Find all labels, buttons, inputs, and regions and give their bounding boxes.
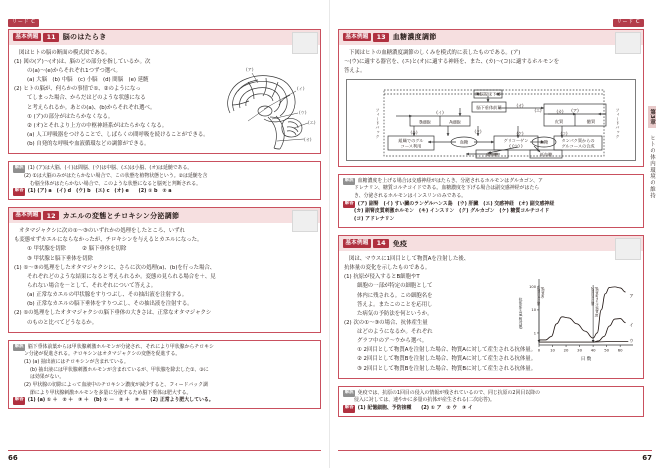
graph-y-label: 抗体産生量(相対値) bbox=[519, 297, 523, 329]
problem-line: ③ 甲状腺と脳下垂体を切除 bbox=[27, 255, 93, 262]
kaitou-text: (1) (a) ① ＋ ② ＋ ③ ＋ (b) ① － ② ＋ ③ － (2) 正常より肥大している。 bbox=[27, 397, 214, 404]
problem-line: ② (オ)とそれより上方の中枢神経系がはたらかなくなる。 bbox=[27, 122, 168, 129]
graph-annotation: (物質Aまたは物質B) bbox=[594, 286, 599, 318]
problem-line: (2) ①の処理をしたオタマジャクシの脳下垂体の大きさは、正常なオタマジャクシ bbox=[14, 310, 212, 317]
chapter-number: 第3章 bbox=[648, 106, 656, 128]
example-header-12 bbox=[9, 208, 320, 223]
kaisetsu-text: ドレナリン、糖質コルチコイドである。血糖濃度を下げる場合は副交感神経がはたら bbox=[354, 185, 540, 192]
example-box-12 bbox=[8, 207, 321, 332]
example-title: カエルの変態とチロキシン分泌調節 bbox=[62, 211, 180, 220]
brain-diagram bbox=[212, 61, 316, 153]
series-label-イ: イ bbox=[629, 323, 634, 329]
kaisetsu-text: (b) 抽出液には甲状腺刺激ホルモンが含まれているが、甲状腺を除去した①、③に bbox=[30, 366, 209, 373]
example-box-14 bbox=[338, 235, 644, 379]
problem-line: た病気の予防法を何というか。 bbox=[357, 310, 433, 317]
series-label-ウ: ウ bbox=[629, 339, 634, 345]
problem-line: の(a)～(e)からそれぞれ1つずつ選べ。 bbox=[27, 68, 121, 75]
problem-line: られない場合を－として、それぞれについて答えよ。 bbox=[27, 283, 157, 290]
x-tick-label: 10 bbox=[550, 347, 555, 353]
kaisetsu-tag: 解説 bbox=[343, 390, 355, 398]
chapter-side-tab bbox=[646, 106, 658, 203]
kaisetsu-text: (1) (a) 抽出液にはチロキシンが含まれている。 bbox=[24, 359, 129, 365]
answer-box-13 bbox=[338, 174, 644, 228]
diagram-node-label: グリコーゲン bbox=[503, 137, 529, 143]
diagram-node-label: 皮質 bbox=[554, 118, 564, 124]
y-tick-label: 1 bbox=[533, 331, 536, 336]
kaisetsu-text: (2) 甲状腺の切除によって血液中のチロキシン濃度が減少すると、フィードバック調 bbox=[24, 381, 208, 388]
antibody-graph bbox=[513, 271, 641, 363]
graph-annotation: (物質A) bbox=[540, 286, 545, 299]
kihon-reidai-badge: 基本例題 bbox=[343, 33, 371, 41]
graph-annotation: 2回目の注射 bbox=[590, 286, 595, 306]
figure-label: (ウ) bbox=[299, 109, 307, 115]
lead-tag-row-right bbox=[338, 8, 644, 29]
kaisetsu-text: き、分泌されるホルモンはインスリンのみである。 bbox=[354, 193, 467, 200]
answer-box-14 bbox=[338, 386, 644, 417]
problem-line: も変態せずカエルにならなかったが、チロキシンを与えるとカエルになった。 bbox=[14, 237, 203, 244]
example-body-13 bbox=[339, 45, 643, 166]
problem-line: (1) ①～③の処理をしたオタマジャクシに、さらに次の処理(a)、(b)を行った場合、 bbox=[14, 264, 216, 271]
problem-line: (a) 大脳 (b) 中脳 (c) 小脳 (d) 間脳 (e) 延髄 bbox=[27, 77, 149, 84]
kaisetsu-text: 侵入に対しては、速やかに多量の抗体が産生される(二次応答)。 bbox=[354, 397, 495, 404]
problem-line: (a) 正常なカエルの甲状腺をすりつぶし、その抽出液を注射する。 bbox=[27, 292, 188, 299]
kihon-reidai-badge: 基本例題 bbox=[13, 212, 41, 220]
problem-line: ① 甲状腺を切除 ② 脳下垂体を切除 bbox=[27, 246, 127, 253]
diagram-node-label: 血糖 bbox=[539, 139, 549, 145]
chapter-name: ヒトの体内環境の維持 bbox=[649, 135, 655, 200]
example-header-14 bbox=[339, 236, 643, 251]
example-box-11 bbox=[8, 29, 321, 154]
kaitou-text: (1) (ア) a (イ) d (ウ) b (エ) c (オ) e (2) ① b ② a bbox=[27, 188, 172, 195]
example-title: 脳のはたらき bbox=[62, 33, 107, 42]
x-tick-label: 60 bbox=[617, 347, 623, 353]
example-header-13 bbox=[339, 30, 643, 45]
problem-line: (1) 図の(ア)～(オ)は、脳のどの部分を指しているか。次 bbox=[14, 58, 151, 65]
figure-label: (イ) bbox=[297, 85, 305, 91]
problem-line: 答えよ。またこのことを応用し bbox=[357, 301, 433, 308]
diagram-edge-label: (オ) bbox=[516, 102, 524, 108]
example-title: 血糖濃度調節 bbox=[392, 33, 437, 42]
problem-line: はどのようになるか。それぞれ bbox=[357, 329, 433, 336]
figure-label: (ア) bbox=[246, 66, 254, 72]
kaitou-row bbox=[343, 405, 639, 413]
example-body-14 bbox=[339, 251, 643, 378]
kaisetsu-text: (1) (ア)は大脳、(イ)は間脳、(ウ)は中脳、(エ)は小脳、(オ)は延髄である。 bbox=[27, 165, 193, 172]
kaisetsu-text: は効果がない。 bbox=[30, 374, 65, 381]
y-tick-label: 10 bbox=[531, 308, 536, 313]
kaisetsu-text: む脳全体がはたらかない場合で、このような状態になると脳死と判断される。 bbox=[30, 180, 202, 187]
diagram-node-label: 間脳視床下部 bbox=[475, 91, 501, 97]
diagram-edge-label: (キ) bbox=[410, 129, 418, 135]
problem-line: (b) 自発的な呼吸や血液循環などの調節ができる。 bbox=[27, 141, 150, 148]
example-body-12 bbox=[9, 223, 320, 332]
diagram-node-label: タンパク質からの bbox=[561, 137, 595, 143]
kihon-reidai-badge: 基本例題 bbox=[13, 33, 41, 41]
answer-box-12 bbox=[8, 340, 321, 410]
kaisetsu-text: 血糖濃度を上げる場合は交感神経がはたらき、分泌されるホルモンはグルカゴン、ア bbox=[357, 177, 543, 184]
example-number: 12 bbox=[43, 211, 58, 220]
kaitou-tag: 解答 bbox=[343, 201, 355, 209]
problem-line: ① 2回目として物質Aを注射した場合、物質Aに対して産生される抗体量。 bbox=[357, 347, 537, 354]
diagram-node-label: (イ) bbox=[436, 109, 444, 115]
x-tick-label: 20 bbox=[563, 347, 569, 353]
diagram-node-label: 低血糖 bbox=[539, 152, 553, 158]
problem-line: (b) 正常なカエルの脳下垂体をすりつぶし、その抽出液を注射する。 bbox=[27, 301, 193, 308]
kaisetsu-tag: 解説 bbox=[13, 165, 25, 173]
x-tick-label: 40 bbox=[590, 347, 596, 353]
problem-line: 体内に残される。この細胞名を bbox=[357, 292, 433, 299]
diagram-node-label: 組織でのグル bbox=[398, 137, 424, 143]
example-number: 11 bbox=[43, 33, 58, 42]
example-header-11 bbox=[9, 30, 320, 45]
figure-label: (エ) bbox=[308, 119, 316, 125]
problem-line: (a) 人工呼吸器をつけることで、しばらくの間呼吸を続けることができる。 bbox=[27, 132, 209, 139]
x-tick-label: 30 bbox=[577, 347, 583, 353]
diagram-edge-label: (カ) bbox=[556, 108, 564, 114]
problem-line: グラフ中のア～ウから選べ。 bbox=[357, 338, 428, 345]
kaisetsu-text: 脳下垂体前葉からは甲状腺刺激ホルモンが分泌され、それにより甲状腺からチロキシ bbox=[27, 343, 214, 350]
kaisetsu-row bbox=[13, 165, 316, 173]
lead-tag-row-left bbox=[8, 8, 321, 29]
feedback-label-right: フィードバック bbox=[615, 107, 621, 139]
page-right bbox=[330, 0, 660, 468]
kaisetsu-text: (2) ①は大脳のみがはたらかない場合で、この状態を植物状態という。②は延髄を含 bbox=[24, 172, 208, 179]
diagram-node-label: A細胞 bbox=[449, 119, 461, 125]
problem-line: 細胞の一部が特定の細胞として bbox=[357, 283, 433, 290]
kaisetsu-tag: 解説 bbox=[343, 178, 355, 186]
problem-line: 答えよ。 bbox=[344, 68, 366, 75]
graph-curve-ア bbox=[539, 287, 626, 340]
problem-line: てしまった場合、からだはどのような状態になる bbox=[27, 95, 146, 102]
example-number: 14 bbox=[373, 239, 388, 248]
problem-line: ② 2回目として物質Bを注射した場合、物質Aに対して産生される抗体量。 bbox=[357, 356, 537, 363]
series-label-ア: ア bbox=[629, 294, 634, 300]
x-tick-label: 0 bbox=[537, 347, 541, 353]
problem-line: 図はヒトの脳の断面の模式図である。 bbox=[19, 49, 111, 56]
kaitou-row bbox=[13, 188, 316, 196]
diagram-node-label: 血糖 bbox=[459, 139, 469, 145]
x-tick-label: 50 bbox=[604, 347, 610, 353]
example-number: 13 bbox=[373, 33, 388, 42]
problem-line: 抗体量の変化を示したものである。 bbox=[344, 265, 431, 272]
graph-curve-イ bbox=[539, 319, 626, 343]
diagram-edge-label: (コ) bbox=[560, 130, 568, 136]
diagram-node-label: 髄質 bbox=[586, 118, 596, 124]
problem-line: それぞれどのような結果になると考えられるか。変態の見られる場合を＋、見 bbox=[27, 273, 216, 280]
kaitou-tag: 解答 bbox=[13, 188, 25, 196]
diagram-edge-label: (エ) bbox=[534, 107, 542, 113]
graph-x-label: 日 数 bbox=[580, 356, 592, 362]
diagram-node-label: 高血糖 bbox=[485, 152, 499, 158]
example-body-11 bbox=[9, 45, 320, 154]
figure-label: (オ) bbox=[304, 136, 312, 142]
diagram-edge-label: (ク) bbox=[474, 128, 482, 134]
footer-rule bbox=[338, 450, 652, 451]
page-number-left: 66 bbox=[8, 454, 18, 462]
diagram-node-label: コース利用 bbox=[400, 143, 422, 149]
kaitou-row bbox=[13, 397, 316, 405]
example-title: 免疫 bbox=[392, 239, 408, 248]
feedback-label-left: フィードバック bbox=[375, 107, 381, 139]
kihon-reidai-badge: 基本例題 bbox=[343, 239, 371, 247]
example-box-13 bbox=[338, 29, 644, 167]
problem-line: 図は、マウスに1回目として物質Aを注射した後、 bbox=[349, 255, 470, 262]
footer-rule bbox=[8, 450, 321, 451]
problem-line: 下図はヒトの血糖濃度調節のしくみを模式的に表したものである。(ア) bbox=[349, 49, 521, 56]
kaitou-text: (ア) 副腎 (イ) すい臓のランゲルハンス島 (ウ) 肝臓 (エ) 交感神経 (オ) 副交感神経 bbox=[357, 200, 555, 207]
kaitou-text: (カ) 副腎皮質刺激ホルモン (キ) インスリン (ク) グルカゴン (ケ) 糖質コルチコイド bbox=[354, 208, 550, 215]
diagram-node-label: (ア) bbox=[571, 107, 579, 113]
kaitou-text: (コ) アドレナリン bbox=[354, 216, 395, 223]
diagram-node-label: 脳下垂体前葉 bbox=[476, 104, 502, 110]
y-tick-label: 100 bbox=[529, 285, 536, 290]
kaisetsu-text: 免疫では、抗原の1回目の侵入の情報が残されているので、同じ抗原の2回目以降の bbox=[357, 389, 540, 396]
problem-line: ③ 2回目として物質Bを注射した場合、物質Bに対して産生される抗体量。 bbox=[357, 365, 537, 372]
page-number-right: 67 bbox=[642, 454, 652, 462]
diagram-node-label: B細胞 bbox=[419, 119, 431, 125]
lead-c-tag: リード C bbox=[8, 19, 39, 27]
problem-line: ～(ウ)に適する器官を、(エ)と(オ)に適する神経を、また、(カ)～(コ)に適するホルモンを bbox=[344, 58, 560, 65]
diagram-node-label: ( (ウ) ) bbox=[509, 143, 523, 149]
lead-c-tag: リード C bbox=[613, 19, 644, 27]
graph-annotation: 1回目の注射 bbox=[536, 286, 540, 306]
answer-box-11 bbox=[8, 161, 321, 200]
problem-line: と考えられるか。あとの(a)、(b)からそれぞれ選べ。 bbox=[27, 104, 156, 111]
kaisetsu-tag: 解説 bbox=[13, 344, 25, 352]
kaisetsu-text: 節により甲状腺刺激ホルモンを多量に分泌するため脳下垂体は肥大する。 bbox=[30, 389, 192, 396]
diagram-node-label: グルコースの合成 bbox=[561, 143, 595, 149]
kaisetsu-text: ン分泌が促進される。チロキシンはオタマジャクシの変態を促進する。 bbox=[24, 351, 181, 358]
problem-line: オタマジャクシに次の①～③のいずれかの処理をしたところ、いずれ bbox=[19, 228, 185, 235]
kaitou-tag: 解答 bbox=[343, 405, 355, 413]
problem-line: (1) 抗原が侵入するとB細胞やT bbox=[344, 274, 420, 281]
problem-line: (2) 次の①～③の場合、抗体産生量 bbox=[344, 319, 428, 326]
blood-sugar-diagram bbox=[346, 79, 636, 161]
problem-line: ① (ア)の部分がはたらかなくなる。 bbox=[27, 113, 114, 120]
diagram-edge-label: (ケ) bbox=[516, 130, 524, 136]
kaitou-text: (1) 記憶細胞、予防接種 (2) ① ア ② ウ ③ イ bbox=[357, 405, 473, 412]
problem-line: (2) ヒトの脳が、何らかの事情で①、②のようになっ bbox=[14, 86, 141, 93]
kaitou-tag: 解答 bbox=[13, 397, 25, 405]
problem-line: のものと比べてどうなるか。 bbox=[27, 319, 98, 326]
